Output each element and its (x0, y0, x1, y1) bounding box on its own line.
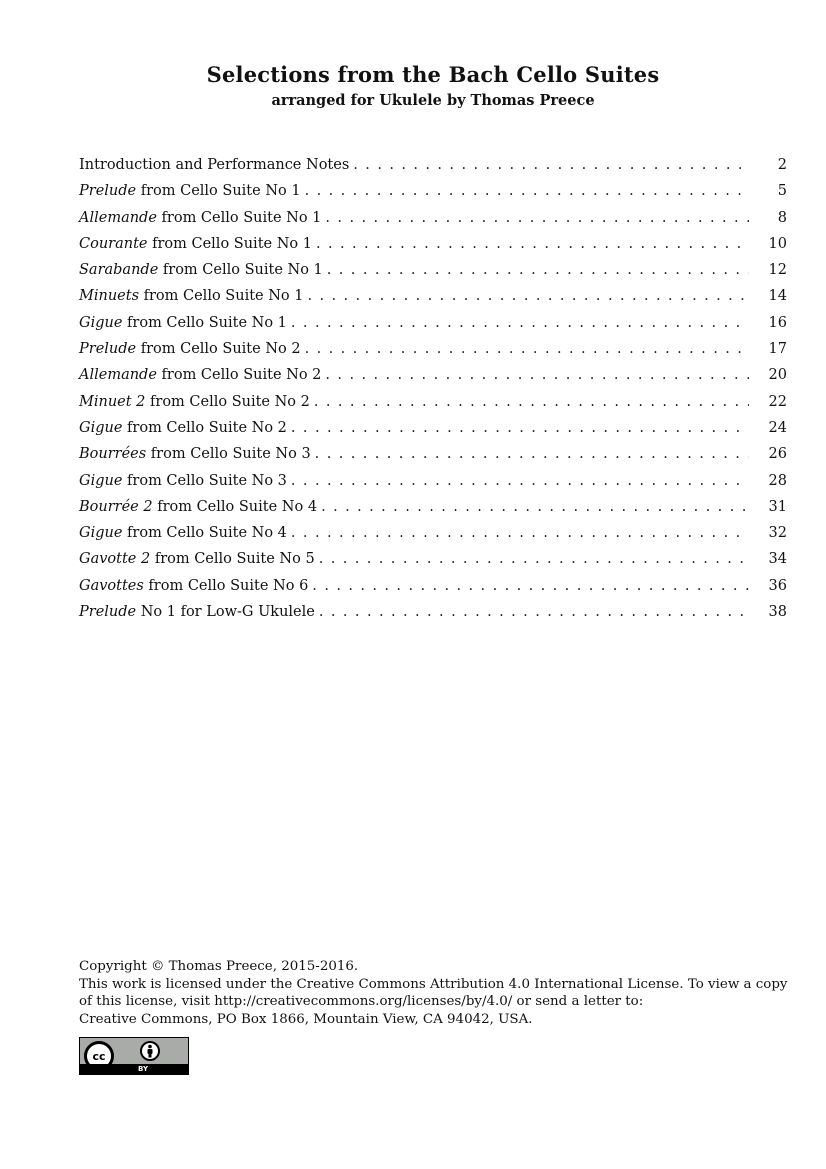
toc-entry-source: from Cello Suite No 5 (150, 551, 315, 568)
toc-entry-source: from Cello Suite No 6 (143, 577, 309, 594)
toc-entry-movement: Bourrée 2 (79, 498, 153, 515)
toc-dot-leader (314, 392, 749, 412)
attribution-person-icon (140, 1041, 160, 1061)
toc-entry-source: from Cello Suite No 2 (122, 419, 287, 436)
toc-entry-movement: Gigue (79, 472, 123, 489)
toc-entry-title (79, 444, 311, 464)
toc-entry[interactable] (79, 155, 787, 181)
toc-dot-leader (315, 444, 749, 464)
toc-entry-source: Introduction and Performance Notes (79, 157, 350, 173)
toc-entry[interactable] (79, 339, 787, 365)
toc-entry-source: from Cello Suite No 1 (147, 235, 312, 252)
license-line: This work is licensed under the Creative Commons Attribution 4.0 International License. To view a copy (79, 976, 788, 992)
toc-entry-title (79, 549, 315, 569)
toc-entry-movement: Gavotte 2 (79, 551, 151, 568)
toc-entry-source: from Cello Suite No 3 (122, 472, 287, 489)
toc-entry[interactable] (79, 549, 787, 575)
toc-entry-source: from Cello Suite No 1 (156, 209, 322, 226)
toc-entry[interactable] (79, 208, 787, 234)
toc-entry-title (79, 260, 323, 280)
toc-entry-title (79, 208, 321, 228)
toc-page-number: 32 (768, 525, 787, 542)
toc-entry-title (79, 339, 301, 359)
toc-entry-source: from Cello Suite No 4 (152, 498, 318, 515)
toc-entry-movement: Gigue (79, 314, 123, 331)
toc-dot-leader (305, 339, 749, 359)
toc-entry-source: from Cello Suite No 2 (136, 341, 301, 358)
toc-entry[interactable] (79, 365, 787, 391)
toc-page-number: 38 (768, 604, 787, 621)
toc-entry-source: from Cello Suite No 1 (139, 288, 304, 305)
toc-entry[interactable] (79, 181, 787, 207)
toc-entry-title (79, 181, 301, 201)
toc-entry[interactable] (79, 234, 787, 260)
toc-entry-title (79, 313, 287, 333)
toc-entry-title (79, 392, 310, 412)
toc-entry-source: from Cello Suite No 1 (136, 183, 301, 200)
toc-entry-movement: Bourrées (79, 446, 147, 463)
toc-entry-movement: Gavottes (79, 577, 144, 594)
copyright-line: Copyright © Thomas Preece, 2015-2016. (79, 959, 359, 974)
toc-page-number: 14 (768, 288, 787, 305)
toc-entry[interactable] (79, 418, 787, 444)
toc-entry[interactable] (79, 576, 787, 602)
toc-page-number: 16 (768, 314, 787, 331)
toc-entry-title (79, 286, 303, 306)
toc-page-number: 31 (768, 498, 787, 515)
toc-page-number: 36 (768, 577, 787, 594)
toc-entry-source: from Cello Suite No 1 (158, 262, 323, 279)
toc-entry-movement: Minuets (79, 288, 140, 305)
toc-entry-movement: Gigue (79, 419, 123, 436)
toc-entry-title (79, 497, 317, 517)
toc-entry[interactable] (79, 392, 787, 418)
toc-entry[interactable] (79, 260, 787, 286)
toc-dot-leader (319, 602, 749, 622)
toc-dot-leader (325, 208, 749, 228)
toc-dot-leader (291, 313, 749, 333)
toc-entry-movement: Courante (79, 235, 148, 252)
toc-entry[interactable] (79, 313, 787, 339)
toc-entry[interactable] (79, 471, 787, 497)
toc-dot-leader (291, 471, 749, 491)
toc-dot-leader (305, 181, 749, 201)
toc-entry-title (79, 418, 287, 438)
cc-by-license-icon (79, 1037, 189, 1075)
toc-entry-movement: Prelude (79, 604, 137, 621)
toc-entry-movement: Minuet 2 (79, 393, 146, 410)
toc-page-number: 28 (768, 472, 787, 489)
by-label: BY (138, 1065, 149, 1073)
toc-dot-leader (307, 286, 749, 306)
toc-page-number: 8 (777, 209, 787, 226)
toc-page-number: 10 (768, 235, 787, 252)
toc-entry-source: from Cello Suite No 3 (146, 446, 311, 463)
toc-page-number: 12 (768, 262, 787, 279)
toc-dot-leader (316, 234, 749, 254)
address-line: Creative Commons, PO Box 1866, Mountain View, CA 94042, USA. (79, 1011, 533, 1027)
toc-entry-title (79, 234, 312, 254)
toc-entry-title (79, 365, 321, 385)
toc-entry[interactable] (79, 444, 787, 470)
document-title: Selections from the Bach Cello Suites (206, 62, 660, 87)
toc-dot-leader (291, 418, 749, 438)
toc-page-number: 34 (768, 551, 787, 568)
toc-dot-leader (325, 365, 749, 385)
toc-page-number: 2 (777, 157, 787, 173)
toc-page-number: 20 (768, 367, 787, 384)
toc-entry[interactable] (79, 523, 787, 549)
badge-band (80, 1064, 188, 1074)
toc-entry-title (79, 471, 287, 491)
toc-entry[interactable] (79, 497, 787, 523)
toc-entry-title (79, 155, 349, 175)
toc-entry-movement: Gigue (79, 525, 123, 542)
toc-entry-movement: Allemande (79, 367, 157, 384)
toc-entry[interactable] (79, 602, 787, 628)
toc-dot-leader (353, 155, 749, 175)
toc-entry[interactable] (79, 286, 787, 312)
toc-page-number: 17 (768, 341, 787, 358)
cc-icon: cc (84, 1041, 114, 1071)
toc-entry-source: from Cello Suite No 4 (122, 525, 287, 542)
toc-entry-source: from Cello Suite No 2 (156, 367, 322, 384)
table-of-contents (79, 155, 787, 628)
toc-dot-leader (319, 549, 749, 569)
toc-dot-leader (321, 497, 749, 517)
toc-dot-leader (312, 576, 749, 596)
toc-entry-source: from Cello Suite No 2 (145, 393, 310, 410)
toc-page-number: 22 (768, 393, 787, 410)
toc-entry-source: No 1 for Low-G Ukulele (136, 604, 315, 621)
license-url-line: of this license, visit http://creativecommons.org/licenses/by/4.0/ or send a letter to: (79, 994, 644, 1009)
toc-dot-leader (291, 523, 749, 543)
toc-entry-movement: Allemande (79, 209, 157, 226)
toc-entry-title (79, 523, 287, 543)
toc-entry-movement: Sarabande (79, 262, 159, 279)
copyright-notice (79, 958, 791, 1028)
toc-page-number: 5 (777, 183, 787, 200)
document-subtitle: arranged for Ukulele by Thomas Preece (271, 92, 595, 109)
toc-entry-title (79, 602, 315, 622)
toc-page-number: 24 (768, 419, 787, 436)
toc-dot-leader (327, 260, 749, 280)
toc-entry-source: from Cello Suite No 1 (122, 314, 287, 331)
toc-entry-movement: Prelude (79, 183, 137, 200)
toc-page-number: 26 (768, 446, 787, 463)
toc-entry-movement: Prelude (79, 341, 137, 358)
toc-entry-title (79, 576, 308, 596)
